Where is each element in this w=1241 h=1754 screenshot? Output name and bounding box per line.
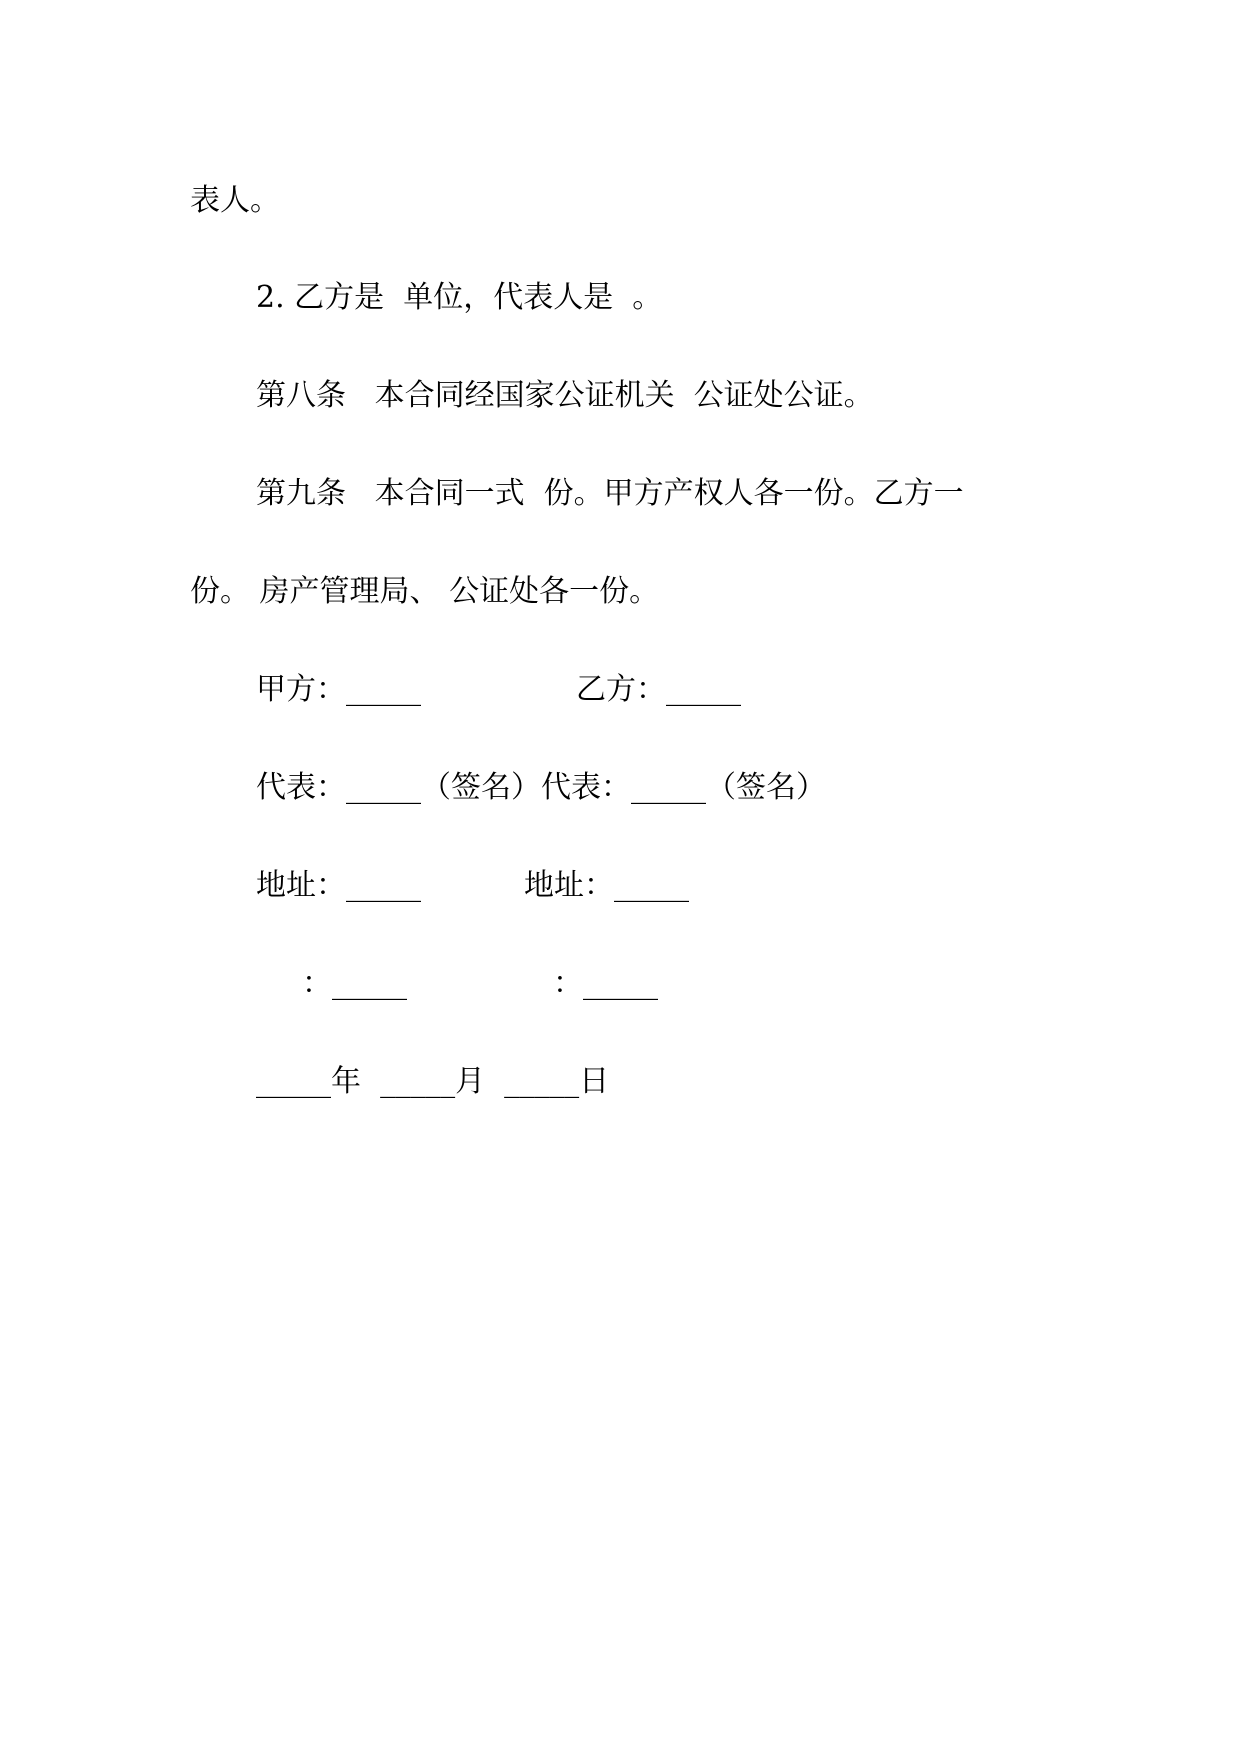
paragraph-article-9-continuation: 份。 房产管理局、 公证处各一份。 <box>190 574 660 609</box>
representative-signature-line: 代表：_____（签名）代表：_____（签名） <box>256 770 826 805</box>
date-line: _____年 _____月 _____日 <box>256 1064 610 1099</box>
paragraph-article-9: 第九条 本合同一式 份。甲方产权人各一份。乙方一 <box>256 476 964 511</box>
address-b-field: 地址：_____ <box>524 868 689 903</box>
blank-field-a: ：_____ <box>302 966 407 1001</box>
paragraph-party-b-clause: 2. 乙方是 单位，代表人是 。 <box>256 280 663 315</box>
paragraph-continuation: 表人。 <box>190 183 280 218</box>
party-a-field: 甲方：_____ <box>256 672 421 707</box>
paragraph-article-8: 第八条 本合同经国家公证机关 公证处公证。 <box>256 378 874 413</box>
blank-field-b: ：_____ <box>553 966 658 1001</box>
address-a-field: 地址：_____ <box>256 868 421 903</box>
party-b-field: 乙方：_____ <box>576 672 741 707</box>
